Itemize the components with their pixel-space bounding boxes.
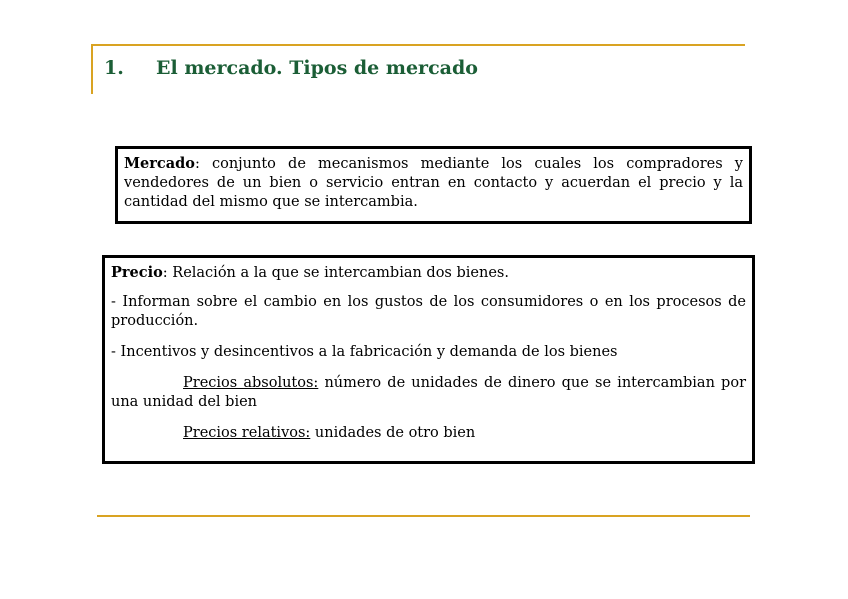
slide-title-text: El mercado. Tipos de mercado — [156, 57, 478, 79]
market-term: Mercado — [124, 155, 195, 172]
price-point-information: - Informan sobre el cambio en los gustos de los consumidores o en los procesos de producción. — [111, 294, 746, 329]
price-box — [102, 255, 755, 464]
price-definition — [111, 263, 746, 283]
slide-title-number: 1. — [104, 57, 124, 79]
absolute-prices-text: número de unidades de dinero que se intercambian por una unidad del bien — [111, 375, 747, 410]
relative-prices — [111, 424, 746, 443]
market-definition-text: : conjunto de mecanismos mediante los cuales los compradores y vendedores de un bien o servicio entran en contacto y acuerdan el precio y la cantidad del mismo que se intercambia. — [124, 156, 743, 210]
relative-prices-text: unidades de otro bien — [310, 425, 476, 441]
absolute-prices-label: Precios absolutos: — [183, 375, 319, 391]
absolute-prices — [111, 374, 746, 412]
title-frame-left-line — [91, 44, 93, 94]
slide-title — [104, 57, 478, 79]
relative-prices-label: Precios relativos: — [183, 425, 311, 441]
title-frame-top-line — [91, 44, 745, 46]
price-point-incentives: - Incentivos y desincentivos a la fabricación y demanda de los bienes — [111, 344, 618, 360]
price-definition-text: : Relación a la que se intercambian dos bienes. — [162, 265, 509, 281]
price-term: Precio — [111, 264, 163, 281]
market-definition-box — [115, 146, 752, 224]
bottom-divider — [97, 515, 750, 517]
